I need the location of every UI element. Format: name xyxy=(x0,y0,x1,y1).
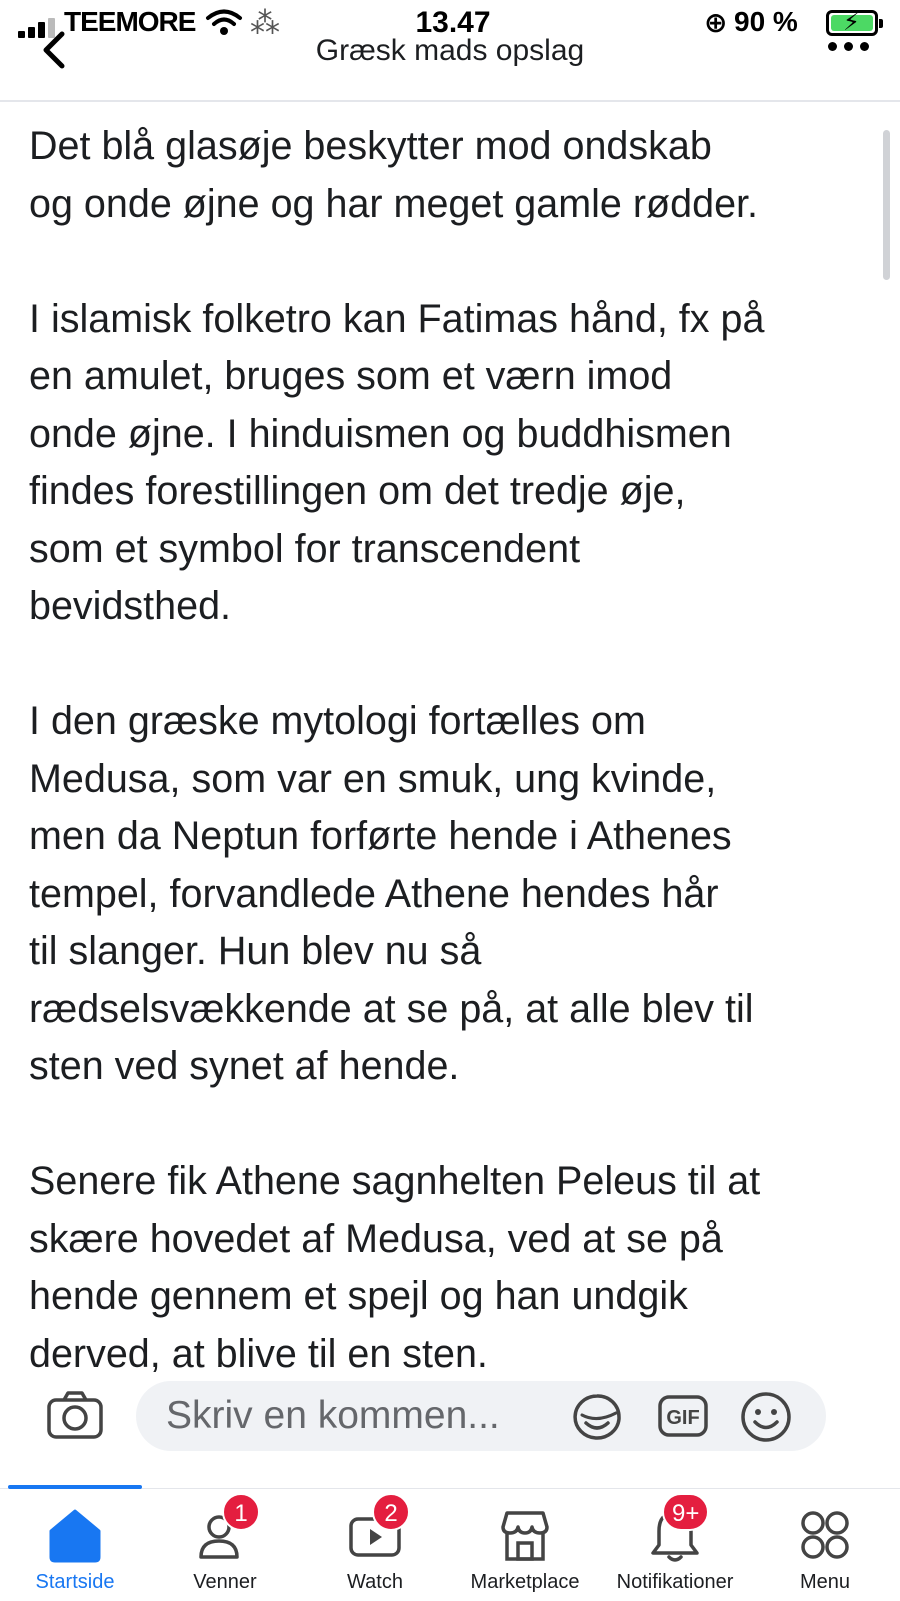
post-paragraph: I islamisk folketro kan Fatimas hånd, fx på en amulet, bruges som et værn imod onde øjne. I hinduismen og buddhismen findes forestillingen om det tredje øje, som et symbol for transcendent bevidsthed. xyxy=(29,296,765,628)
tab-label: Watch xyxy=(347,1571,403,1593)
post-paragraph: I den græske mytologi fortælles om Medusa, som var en smuk, ung kvinde, men da Neptun forførte hende i Athenes tempel, forvandlede Athene hendes hår til slanger. Hun blev nu så rædselsvækkende at se på, at alle blev til sten ved synet af hende. xyxy=(29,699,754,1088)
tab-notifikationer[interactable] xyxy=(600,1489,750,1601)
sticker-icon[interactable] xyxy=(572,1393,622,1441)
rotation-lock-icon: ⊕ xyxy=(704,7,728,38)
tab-watch[interactable] xyxy=(300,1489,450,1601)
svg-text:GIF: GIF xyxy=(666,1407,700,1429)
comment-bar xyxy=(0,1368,900,1458)
tab-venner[interactable] xyxy=(150,1489,300,1601)
battery-icon: ⚡ xyxy=(826,10,878,36)
comment-placeholder: Skriv en kommen... xyxy=(166,1394,500,1437)
post-paragraph: Det blå glasøje beskytter mod ondskab og onde øjne og har meget gamle rødder. xyxy=(29,124,758,226)
home-icon xyxy=(47,1507,103,1563)
bottom-tab-bar xyxy=(0,1488,900,1600)
notifications-badge: 9+ xyxy=(662,1493,709,1531)
comment-input[interactable] xyxy=(136,1381,826,1451)
post-body xyxy=(29,118,869,1376)
tab-marketplace[interactable] xyxy=(450,1489,600,1601)
loading-spinner-icon: ⁂ xyxy=(250,7,280,40)
battery-percent: 90 % xyxy=(734,6,798,37)
friends-badge: 1 xyxy=(222,1493,260,1531)
page-title: Græsk mads opslag xyxy=(315,34,585,67)
menu-grid-icon xyxy=(797,1507,853,1563)
more-options-icon[interactable] xyxy=(828,42,870,58)
scrollbar[interactable] xyxy=(883,130,890,280)
tab-label: Notifikationer xyxy=(616,1571,734,1593)
emoji-icon[interactable] xyxy=(740,1391,792,1443)
nav-header xyxy=(0,0,900,102)
marketplace-icon xyxy=(497,1507,553,1563)
tab-label: Menu xyxy=(799,1571,851,1593)
post-paragraph: Senere fik Athene sagnhelten Peleus til at skære hovedet af Medusa, ved at se på hende gennem et spejl og han undgik derved, at blive til en sten. xyxy=(29,1159,761,1376)
watch-badge: 2 xyxy=(372,1493,410,1531)
tab-menu[interactable] xyxy=(750,1489,900,1601)
camera-icon[interactable] xyxy=(46,1390,104,1440)
carrier-name: TEEMORE xyxy=(64,6,196,37)
tab-label: Startside xyxy=(35,1571,115,1593)
tab-startside[interactable] xyxy=(0,1489,150,1601)
gif-icon[interactable] xyxy=(658,1395,708,1437)
tab-label: Marketplace xyxy=(470,1571,580,1593)
status-time: 13.47 xyxy=(415,6,491,39)
tab-label: Venner xyxy=(193,1571,257,1593)
